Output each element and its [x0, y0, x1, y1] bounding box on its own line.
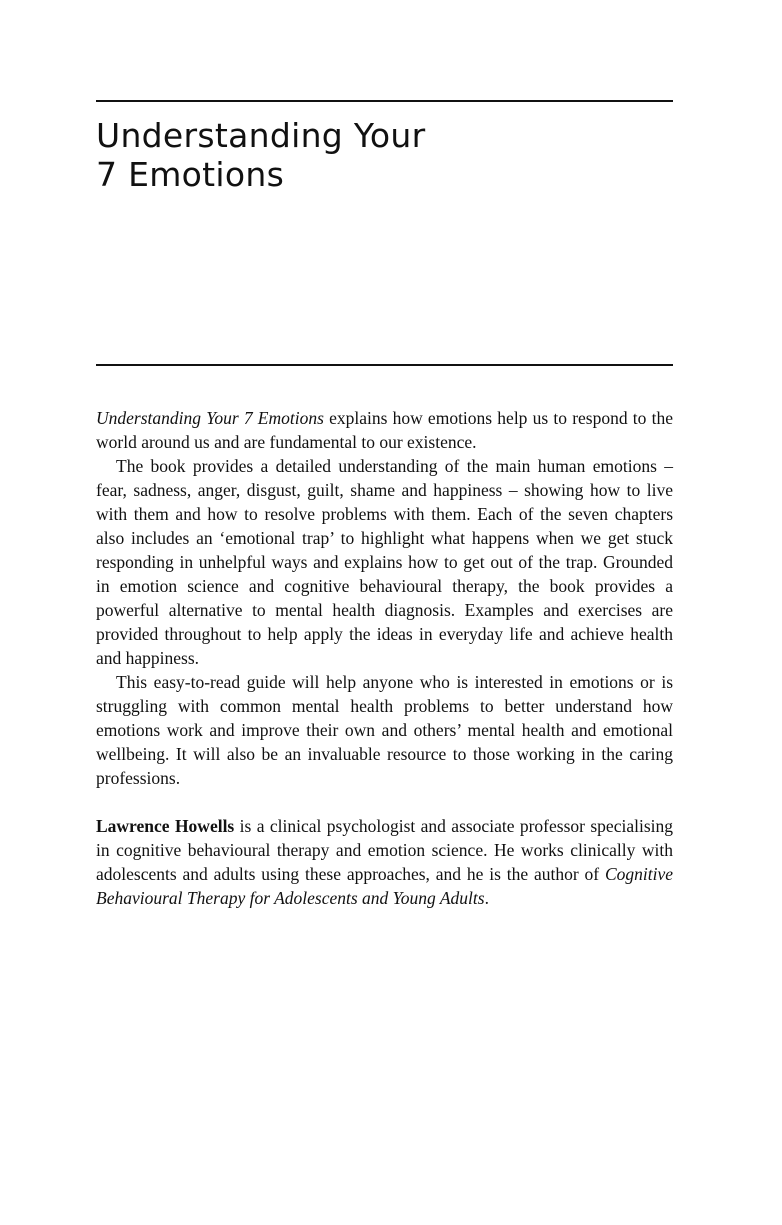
description-paragraph-1 — [96, 406, 673, 454]
top-rule — [96, 100, 673, 102]
author-name: Lawrence Howells — [96, 816, 235, 836]
author-bio-text: is a clinical psychologist and associate professor specialising in cognitive behavioural therapy and emotion science. He works clinically with adolescents and adults using these approaches, and he is the author of — [96, 816, 673, 884]
book-title-italic: Understanding Your 7 Emotions — [96, 408, 324, 428]
author-bio-end: . — [484, 888, 489, 908]
description-paragraph-3: This easy-to-read guide will help anyone who is interested in emotions or is struggling with common mental health problems to better understand how emotions work and improve their own and others’ mental health and emotional wellbeing. It will also be an invaluable resource to those working in the caring professions. — [96, 672, 673, 788]
author-bio — [96, 814, 673, 910]
other-book-title: Cognitive Behavioural Therapy for Adolescents and Young Adults — [96, 864, 673, 908]
page-title — [96, 116, 673, 194]
book-description — [96, 406, 673, 910]
description-paragraph-2: The book provides a detailed understanding of the main human emotions – fear, sadness, anger, disgust, guilt, shame and happiness – showing how to live with them and how to resolve problems with them. Each of the seven chapters also includes an ‘emotional trap’ to highlight what happens when we get stuck responding in unhelpful ways and explains how to get out of the trap. Grounded in emotion science and cognitive behavioural therapy, the book provides a powerful alternative to mental health diagnosis. Examples and exercises are provided throughout to help apply the ideas in everyday life and achieve health and happiness. — [96, 456, 673, 668]
title-line-2: 7 Emotions — [96, 155, 285, 194]
title-line-1: Understanding Your — [96, 116, 426, 155]
description-paragraph-1-text: explains how emotions help us to respond to the world around us and are fundamental to our existence. — [96, 408, 673, 452]
bottom-rule — [96, 364, 673, 366]
